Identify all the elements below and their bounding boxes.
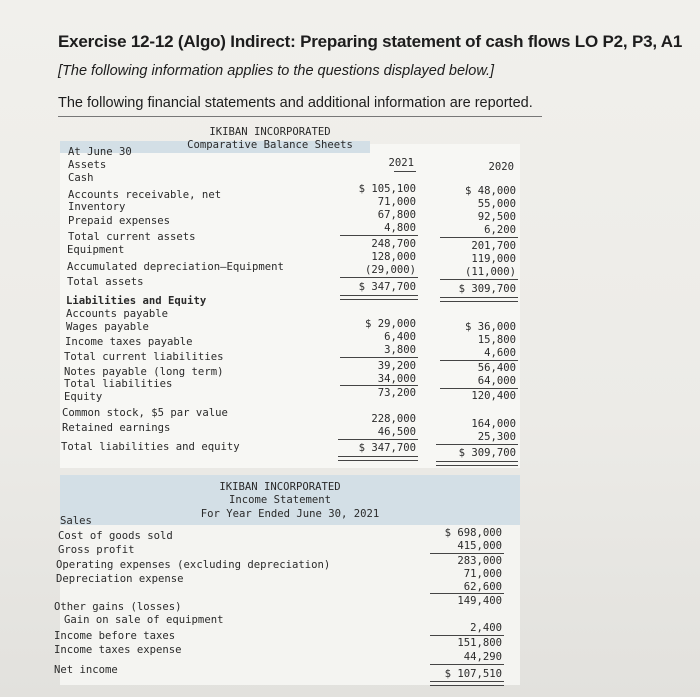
bs-total-double-rule: [440, 297, 518, 302]
bs-value-2020: (11,000): [464, 266, 516, 278]
bs-subtotal-rule: [440, 388, 518, 389]
bs-value-2020: 64,000: [477, 375, 516, 387]
bs-total-double-rule: [436, 461, 518, 466]
bs-value-2020: $ 309,700: [458, 447, 516, 459]
bs-value-2020: 4,600: [484, 347, 516, 359]
bs-value-2020: 119,000: [471, 253, 516, 265]
bs-value-2021: 71,000: [377, 196, 416, 208]
is-company: IKIBAN INCORPORATED: [219, 481, 341, 493]
bs-row-label: Total current assets: [68, 231, 196, 243]
balance-sheet: [60, 122, 520, 468]
bs-subtotal-rule: [440, 237, 518, 238]
exercise-subtitle: [The following information applies to the questions displayed below.]: [58, 63, 495, 79]
bs-value-2021: $ 347,700: [358, 281, 416, 293]
bs-row-label: Total current liabilities: [64, 351, 224, 363]
bs-value-2020: 164,000: [471, 418, 516, 430]
bs-value-2020: 55,000: [477, 198, 516, 210]
is-value: 71,000: [463, 568, 502, 580]
bs-value-2021: $ 29,000: [364, 318, 416, 330]
bs-year-2021-underline: [394, 171, 416, 172]
bs-value-2020: 56,400: [477, 362, 516, 374]
bs-value-2020: 15,800: [477, 334, 516, 346]
bs-subtotal-rule: [340, 357, 418, 358]
bs-subtotal-rule: [340, 277, 418, 278]
is-value: $ 698,000: [444, 527, 502, 539]
exercise-intro: The following financial statements and additional information are reported.: [58, 95, 533, 111]
bs-row-label: Retained earnings: [62, 422, 171, 434]
bs-row-label: Notes payable (long term): [64, 366, 224, 378]
is-title: Income Statement: [228, 494, 332, 506]
bs-value-2020: 92,500: [477, 211, 516, 223]
bs-value-2020: $ 309,700: [458, 283, 516, 295]
bs-row-label: Accounts payable: [66, 308, 169, 320]
is-value: 149,400: [457, 595, 502, 607]
bs-value-2021: 128,000: [371, 251, 416, 263]
bs-value-2020: 120,400: [471, 390, 516, 402]
bs-value-2021: 3,800: [384, 344, 416, 356]
bs-subtotal-rule: [440, 279, 518, 280]
bs-value-2021: 4,800: [384, 222, 416, 234]
bs-row-label: Prepaid expenses: [68, 215, 171, 227]
bs-row-label: Equity: [64, 391, 103, 403]
bs-subtotal-rule: [340, 235, 418, 236]
bs-row-label: Accounts receivable, net: [68, 189, 222, 201]
bs-value-2020: 201,700: [471, 240, 516, 252]
bs-value-2021: (29,000): [364, 264, 416, 276]
bs-value-2021: 248,700: [371, 238, 416, 250]
is-value: 62,600: [463, 581, 502, 593]
bs-subtotal-rule: [338, 439, 418, 440]
bs-row-label: Cash: [68, 172, 94, 184]
is-subtotal-rule: [430, 593, 504, 594]
bs-total-double-rule: [340, 295, 418, 300]
is-row-label: Cost of goods sold: [58, 530, 173, 542]
bs-row-label: Inventory: [68, 201, 126, 213]
bs-value-2021: 46,500: [377, 426, 416, 438]
is-total-double-rule: [430, 681, 504, 686]
is-row-label: Depreciation expense: [56, 573, 184, 585]
bs-row-label: Common stock, $5 par value: [62, 407, 228, 419]
is-value: 151,800: [457, 637, 502, 649]
bs-row-label: Liabilities and Equity: [66, 295, 207, 307]
bs-value-2021: 39,200: [377, 360, 416, 372]
bs-row-label: Wages payable: [66, 321, 149, 333]
is-subtotal-rule: [430, 635, 504, 636]
exercise-title: Exercise 12-12 (Algo) Indirect: Preparing statement of cash flows LO P2, P3, A1: [58, 32, 683, 51]
bs-value-2021: 34,000: [377, 373, 416, 385]
is-value: 2,400: [470, 622, 502, 634]
bs-row-label: Total liabilities: [64, 378, 173, 390]
bs-row-label: Assets: [68, 159, 107, 171]
bs-subtotal-rule: [340, 385, 418, 386]
is-value: 283,000: [457, 555, 502, 567]
bs-title: Comparative Balance Sheets: [187, 139, 353, 151]
bs-row-label: Equipment: [67, 244, 125, 256]
bs-value-2020: $ 36,000: [464, 321, 516, 333]
bs-value-2021: 6,400: [384, 331, 416, 343]
bs-subtotal-rule: [440, 360, 518, 361]
bs-value-2020: 25,300: [477, 431, 516, 443]
is-row-label: Net income: [54, 664, 118, 676]
bs-row-label: Total liabilities and equity: [61, 441, 240, 453]
bs-subtotal-rule: [436, 444, 518, 445]
bs-value-2021: 73,200: [377, 387, 416, 399]
is-row-label: Income before taxes: [54, 630, 176, 642]
bs-row-label: Accumulated depreciation—Equipment: [67, 261, 284, 273]
is-value: 44,290: [463, 651, 502, 663]
bs-row-label: Total assets: [67, 276, 144, 288]
bs-year-2020: 2020: [488, 161, 514, 173]
intro-divider: [58, 116, 542, 117]
income-statement: [54, 475, 520, 687]
bs-company: IKIBAN INCORPORATED: [209, 126, 331, 138]
is-row-label: Sales: [60, 515, 92, 527]
is-row-label: Income taxes expense: [54, 644, 182, 656]
is-subtotal-rule: [430, 664, 504, 665]
bs-total-double-rule: [338, 456, 418, 461]
is-period: For Year Ended June 30, 2021: [200, 508, 380, 520]
bs-value-2021: $ 105,100: [358, 183, 416, 195]
is-row-label: Gross profit: [58, 544, 135, 556]
bs-value-2021: $ 347,700: [358, 442, 416, 454]
is-row-label: Other gains (losses): [54, 601, 182, 613]
bs-value-2021: 67,800: [377, 209, 416, 221]
bs-row-label: Income taxes payable: [65, 336, 193, 348]
is-row-label: Gain on sale of equipment: [64, 614, 224, 626]
bs-year-2021: 2021: [388, 157, 414, 169]
is-value: 415,000: [457, 540, 502, 552]
bs-value-2020: $ 48,000: [464, 185, 516, 197]
bs-value-2020: 6,200: [484, 224, 516, 236]
is-row-label: Operating expenses (excluding depreciation): [56, 559, 331, 571]
bs-value-2021: 228,000: [371, 413, 416, 425]
is-subtotal-rule: [430, 553, 504, 554]
bs-date-label: At June 30: [68, 146, 132, 158]
is-value: $ 107,510: [444, 668, 502, 680]
